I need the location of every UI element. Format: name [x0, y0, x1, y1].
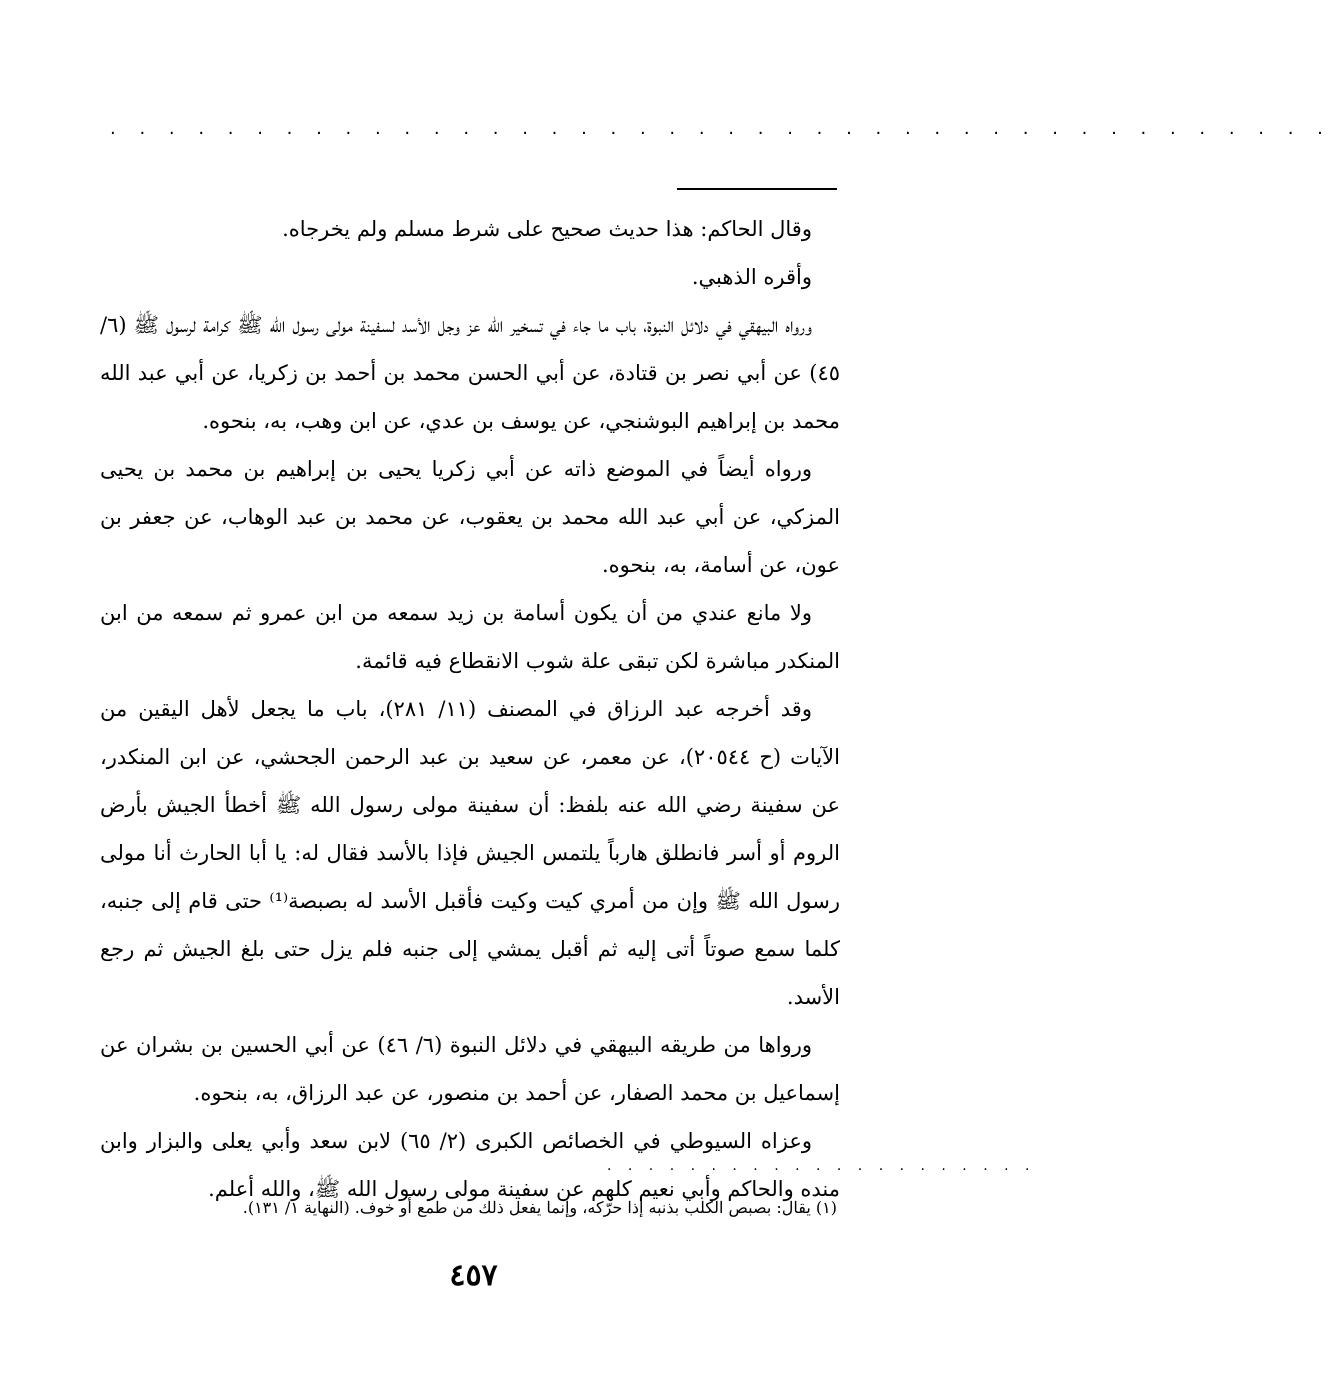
- top-dotted-rule: . . . . . . . . . . . . . . . . . . . . . . . . . . . . . . . . . . . . . . . . . .: [110, 118, 1332, 139]
- page-number: ٤٥٧: [449, 1258, 498, 1293]
- footnote: (١) يقال: بصبص الكلب بذنبه إذا حرّكه، وإنما يفعل ذلك من طمع أو خوف. (النهاية ١/ ١٣١).: [242, 1198, 837, 1217]
- paragraph-dhahabi: وأقره الذهبي.: [691, 265, 812, 289]
- paragraph-abd-al-razzaq: وقد أخرجه عبد الرزاق في المصنف (١١/ ٢٨١)، باب ما يجعل لأهل اليقين من الآيات (ح ٢٠٥٤٤)، عن معمر، عن سعيد بن عبد الرحمن الجحشي، عن ابن المنكدر، عن سفينة رضي الله عنه بلفظ: أن سفينة مولى رسول الله ﷺ أخطأ الجيش بأرض الروم أو أسر فانطلق هارباً يلتمس الجيش فإذا بالأسد فقال له: يا أبا الحارث أنا مولى رسول الله ﷺ وإن من أمري كيت وكيت فأقبل الأسد له بصبصة⁽¹⁾ حتى قام إلى جنبه، كلما سمع صوتاً أتى إليه ثم أقبل يمشي إلى جنبه فلم يزل حتى بلغ الجيش ثم رجع الأسد.: [100, 697, 840, 1009]
- paragraph-bayhaqi-2: ورواه أيضاً في الموضع ذاته عن أبي زكريا يحيى بن إبراهيم بن محمد بن يحيى المزكي، عن أبي عبد الله محمد بن يعقوب، عن محمد بن عبد الوهاب، عن جعفر بن عون، عن أسامة، به، بنحوه.: [100, 457, 840, 577]
- footnote-dotted-rule: . . . . . . . . . . . . . . . . . . . . .: [607, 1158, 1036, 1174]
- paragraph-bayhaqi: ورواه البيهقي في دلائل النبوة، باب ما جاء في تسخير الله عز وجل الأسد لسفينة مولى رسول الله ﷺ كرامة لرسول ﷺ (٦/ ٤٥) عن أبي نصر بن قتادة، عن أبي الحسن محمد بن أحمد بن زكريا، عن أبي عبد الله محمد بن إبراهيم البوشنجي، عن يوسف بن عدي، عن ابن وهب، به، بنحوه.: [100, 313, 840, 433]
- footnote-separator-line: [677, 188, 837, 190]
- paragraph-hakim: وقال الحاكم: هذا حديث صحيح على شرط مسلم ولم يخرجاه.: [282, 217, 812, 241]
- paragraph-author-comment: ولا مانع عندي من أن يكون أسامة بن زيد سمعه من ابن عمرو ثم سمعه من ابن المنكدر مباشرة لكن تبقى علة شوب الانقطاع فيه قائمة.: [100, 601, 840, 673]
- paragraph-bayhaqi-3: ورواها من طريقه البيهقي في دلائل النبوة (٦/ ٤٦) عن أبي الحسين بن بشران عن إسماعيل بن محمد الصفار، عن أحمد بن منصور، عن عبد الرزاق، به، بنحوه.: [100, 1033, 840, 1105]
- main-text: [100, 205, 1036, 1213]
- paragraph-suyuti: وعزاه السيوطي في الخصائص الكبرى (٢/ ٦٥) لابن سعد وأبي يعلى والبزار وابن منده والحاكم وأبي نعيم كلهم عن سفينة مولى رسول الله ﷺ، والله أعلم.: [100, 1129, 840, 1201]
